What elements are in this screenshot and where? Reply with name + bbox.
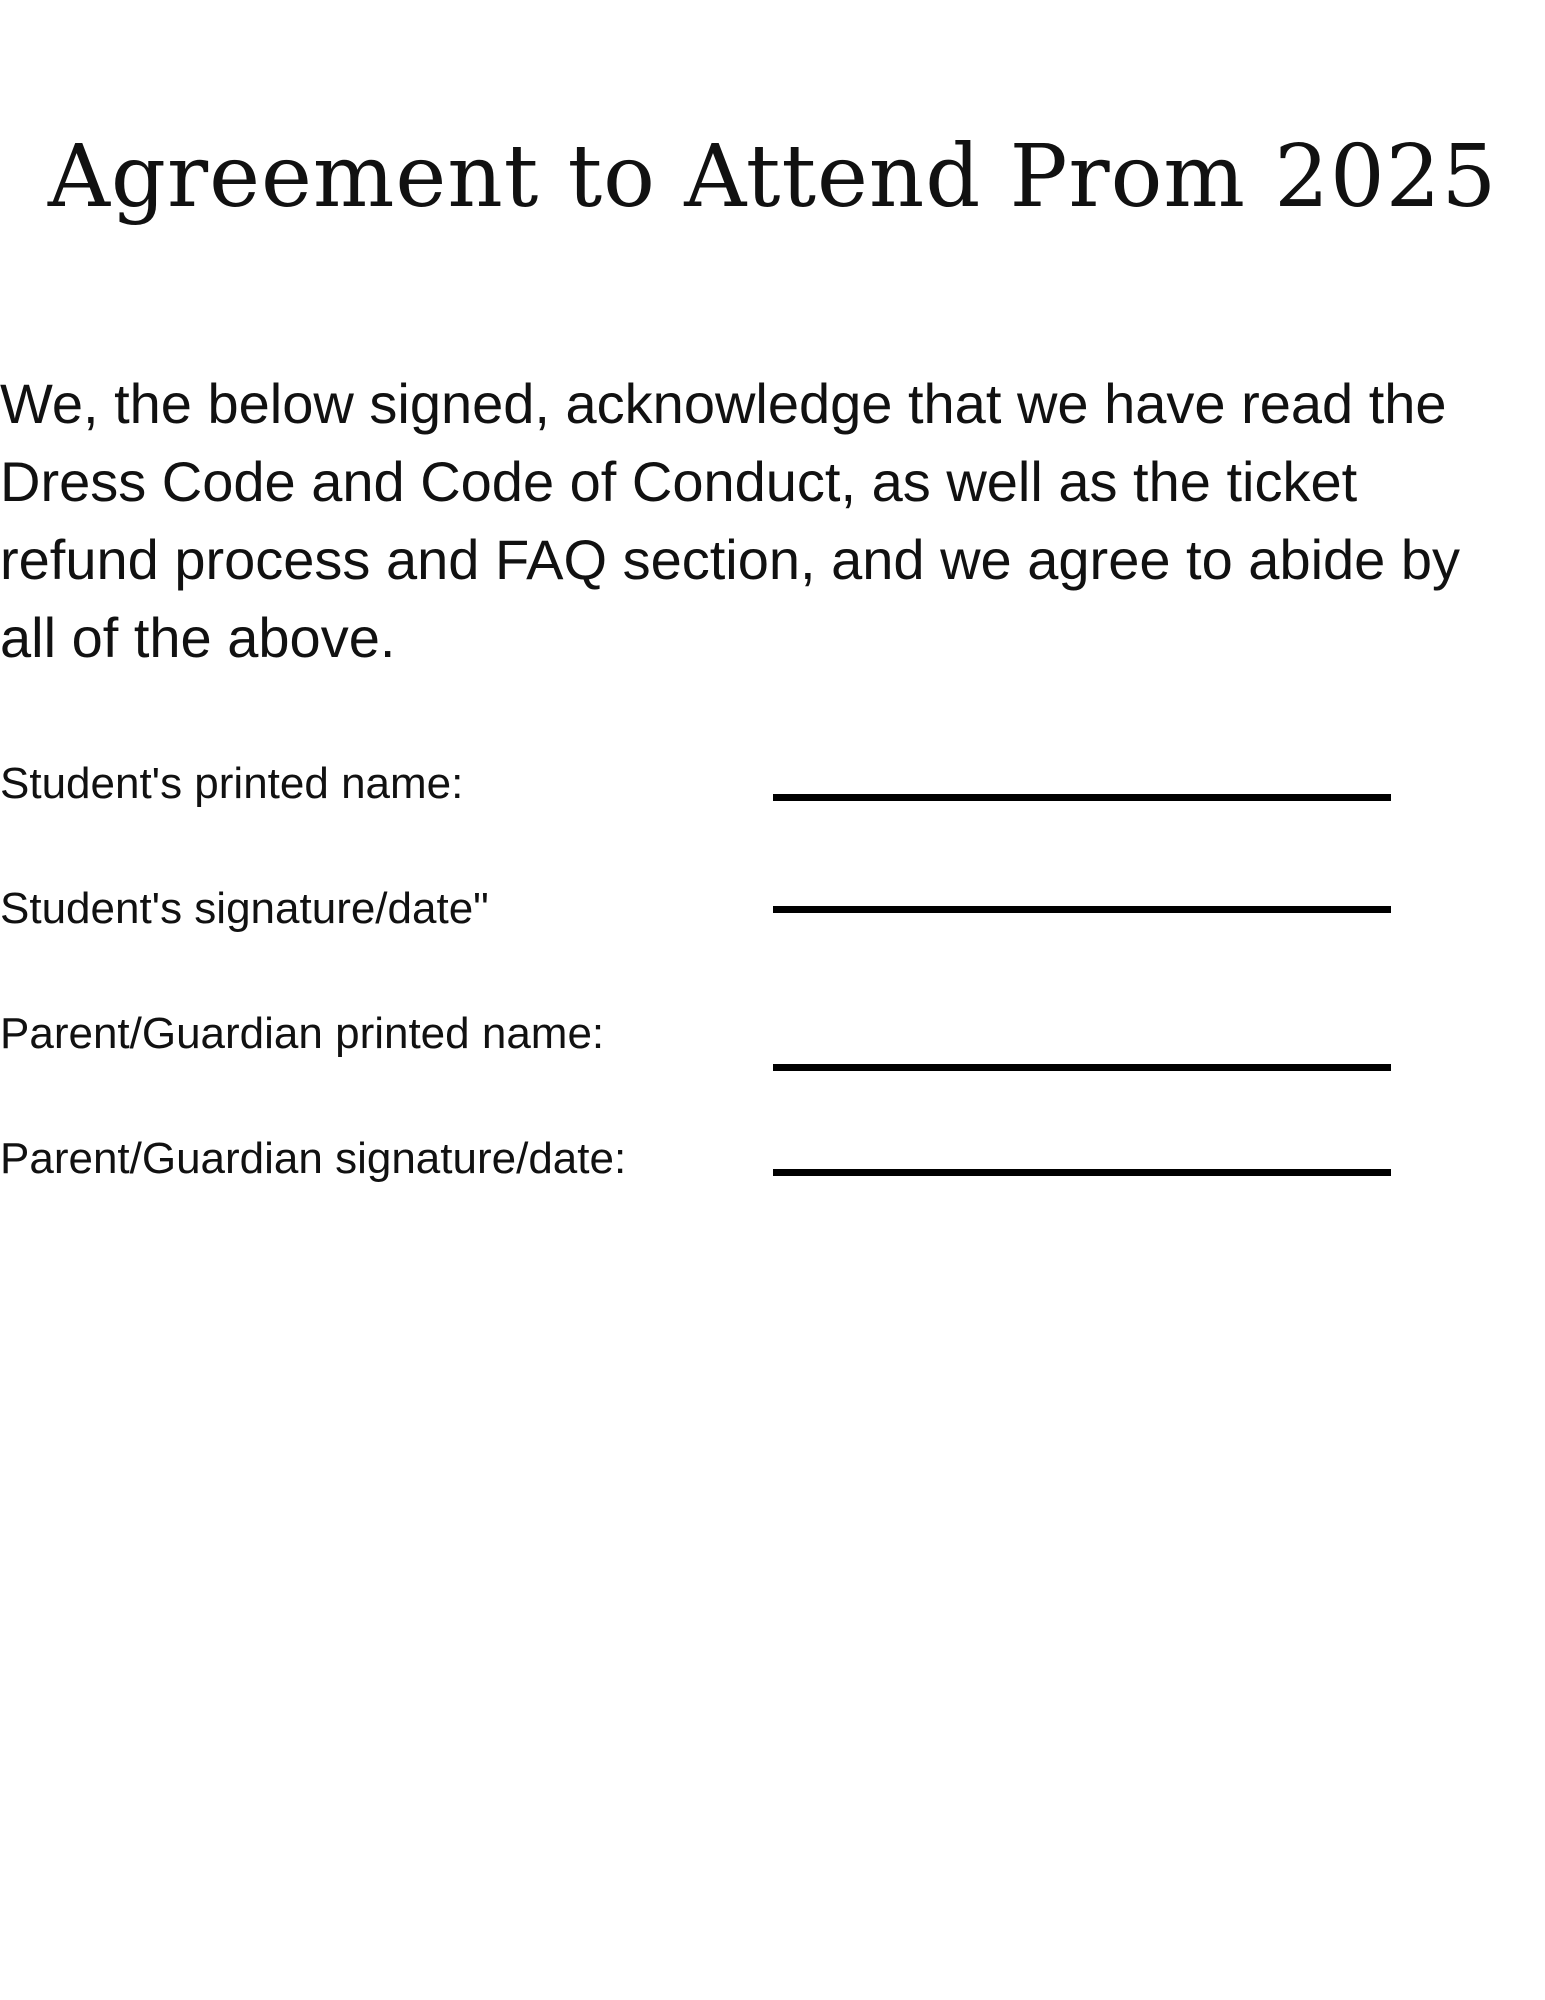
signature-field-student-signature bbox=[0, 881, 1545, 951]
parent-printed-name-label: Parent/Guardian printed name: bbox=[0, 1009, 605, 1058]
signature-field-student-name bbox=[0, 756, 1545, 826]
parent-signature-date-line[interactable] bbox=[773, 1169, 1391, 1176]
student-signature-date-line[interactable] bbox=[773, 906, 1391, 913]
student-printed-name-line[interactable] bbox=[773, 794, 1391, 801]
student-printed-name-label: Student's printed name: bbox=[0, 759, 464, 808]
parent-printed-name-line[interactable] bbox=[773, 1064, 1391, 1071]
student-signature-date-label: Student's signature/date" bbox=[0, 884, 489, 933]
signature-field-parent-name bbox=[0, 1006, 1545, 1076]
parent-signature-date-label: Parent/Guardian signature/date: bbox=[0, 1134, 627, 1183]
agreement-text: We, the below signed, acknowledge that we have read the Dress Code and Code of Conduct, as well as the ticket refund process and FAQ section, and we agree to abide by all of the above. bbox=[0, 372, 1461, 669]
signature-field-parent-signature bbox=[0, 1131, 1545, 1201]
document-title: Agreement to Attend Prom 2025 bbox=[47, 127, 1498, 227]
